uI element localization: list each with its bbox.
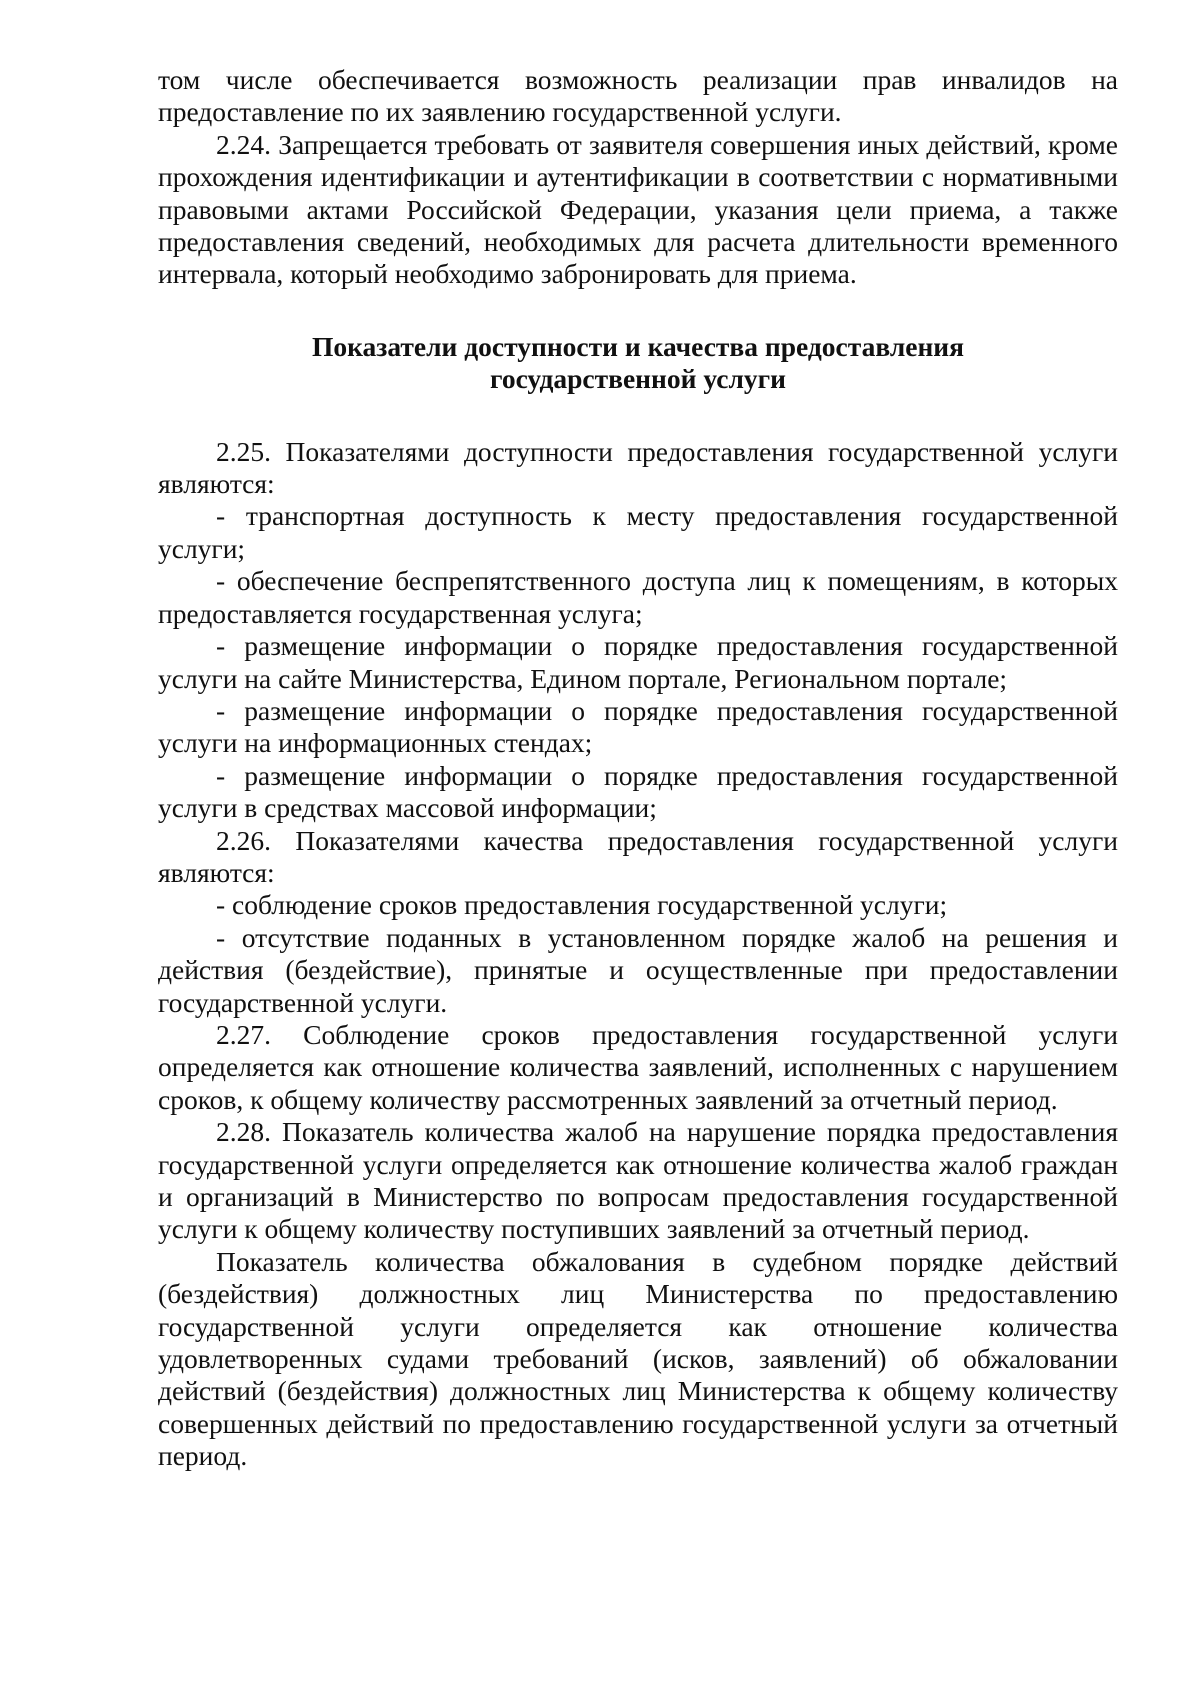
list-item-info-media: - размещение информации о порядке предоставления государственной услуги в средствах массовой информации; xyxy=(158,759,1118,824)
document-page xyxy=(158,64,1118,1473)
paragraph-2-27: 2.27. Соблюдение сроков предоставления государственной услуги определяется как отношение количества заявлений, исполненных с нарушением сроков, к общему количеству рассмотренных заявлений за отчетный период. xyxy=(158,1018,1118,1115)
list-item-info-stands: - размещение информации о порядке предоставления государственной услуги на информационных стендах; xyxy=(158,694,1118,759)
section-heading-line-2: государственной услуги xyxy=(490,363,786,395)
list-item-info-website: - размещение информации о порядке предоставления государственной услуги на сайте Министерства, Едином портале, Региональном портале; xyxy=(158,630,1118,694)
list-item-transport-access: - транспортная доступность к месту предоставления государственной услуги; xyxy=(158,500,1118,564)
paragraph-court-appeals: Показатель количества обжалования в судебном порядке действий (бездействия) должностных лиц Министерства по предоставлению государственной услуги определяется как отношение количества удовлетворенных судами требований (исков, заявлений) об обжаловании действий (бездействия) должностных лиц Министерства к общему количеству совершенных действий по предоставлению государственной услуги за отчетный период. xyxy=(158,1245,1118,1472)
paragraph-2-24: 2.24. Запрещается требовать от заявителя совершения иных действий, кроме прохождения идентификации и аутентификации в соответствии с нормативными правовыми актами Российской Федерации, указания цели приема, а также предоставления сведений, необходимых для расчета длительности временного интервала, который необходимо забронировать для приема. xyxy=(158,128,1118,290)
list-item-no-complaints: - отсутствие поданных в установленном порядке жалоб на решения и действия (бездействие), принятые и осуществленные при предоставлении государственной услуги. xyxy=(158,921,1118,1018)
section-heading xyxy=(158,331,1118,396)
section-heading-line-1: Показатели доступности и качества предоставления xyxy=(311,330,965,362)
paragraph-2-25: 2.25. Показателями доступности предоставления государственной услуги являются: xyxy=(158,435,1118,500)
paragraph-2-28: 2.28. Показатель количества жалоб на нарушение порядка предоставления государственной услуги определяется как отношение количества жалоб граждан и организаций в Министерство по вопросам предоставления государственной услуги к общему количеству поступивших заявлений за отчетный период. xyxy=(158,1116,1118,1245)
paragraph-continuation: том числе обеспечивается возможность реализации прав инвалидов на предоставление по их заявлению государственной услуги. xyxy=(158,64,1118,128)
list-item-unobstructed-access: - обеспечение беспрепятственного доступа лиц к помещениям, в которых предоставляется государственная услуга; xyxy=(158,565,1118,629)
paragraph-2-26: 2.26. Показателями качества предоставления государственной услуги являются: xyxy=(158,824,1118,888)
list-item-deadlines: - соблюдение сроков предоставления государственной услуги; xyxy=(216,889,948,921)
